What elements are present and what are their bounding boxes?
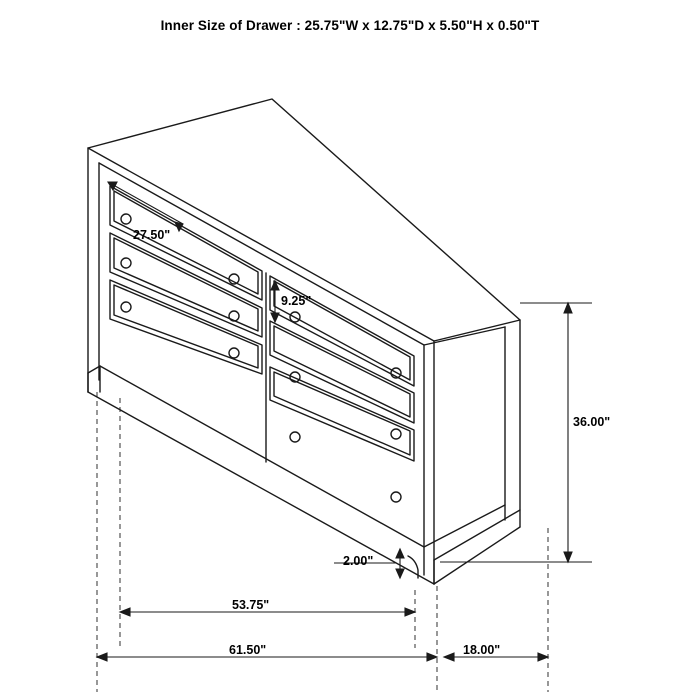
cabinet-base	[88, 366, 520, 584]
label-total-height: 36.00"	[573, 415, 611, 429]
dim-total-height	[440, 303, 592, 562]
cabinet-side-face	[434, 320, 520, 584]
label-front-width: 53.75"	[232, 598, 270, 612]
label-depth: 18.00"	[463, 643, 501, 657]
cabinet-front-face	[88, 148, 434, 584]
drawer-right-top	[270, 276, 414, 386]
label-drawer-front-height: 9.25"	[281, 294, 312, 308]
dim-overall-width	[97, 653, 437, 661]
label-overall-width: 61.50"	[229, 643, 267, 657]
dim-drawer-height	[271, 281, 279, 322]
label-drawer-front-width: 27.50"	[133, 228, 171, 242]
page-title: Inner Size of Drawer : 25.75"W x 12.75"D x 5.50"H x 0.50"T	[160, 18, 540, 33]
case-top-right-return	[424, 327, 505, 345]
dimension-lines	[97, 182, 592, 661]
label-base-height: 2.00"	[343, 554, 374, 568]
drawer-right-bottom	[270, 367, 414, 502]
